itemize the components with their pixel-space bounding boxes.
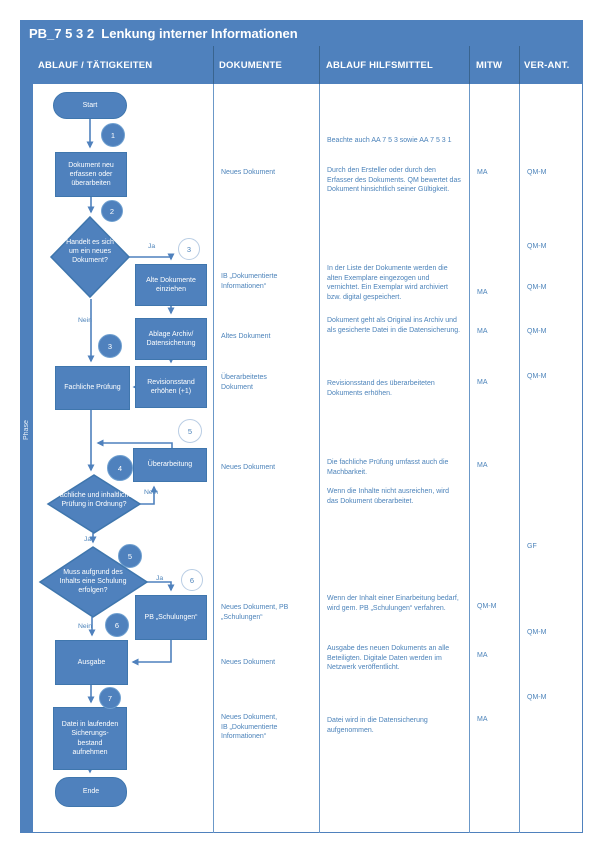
column-header-hilfsmittel: ABLAUF HILFSMITTEL (326, 60, 434, 71)
column-header-dokumente: DOKUMENTE (219, 60, 283, 71)
flow-node-ueberarbeitung (133, 448, 207, 482)
mitw-item: MA (477, 652, 488, 659)
flow-node-label: Datei in laufenden Sicherungs- bestand aufnehmen (61, 721, 119, 756)
flow-node-label: Ausgabe (77, 658, 106, 666)
hilfsmittel-item: Beachte auch AA 7 5 3 sowie AA 7 5 3 1 (327, 137, 452, 144)
flow-node-datei-sicherung (53, 707, 127, 770)
flow-node-ende: Ende (55, 777, 127, 807)
dokumente-item: Neues Dokument (221, 464, 276, 471)
dokumente-item: Neues Dokument (221, 169, 276, 176)
mitw-item: MA (477, 379, 488, 386)
flow-node-fachliche-pruefung (55, 366, 130, 410)
flow-node-label: PB „Schulungen“ (144, 613, 198, 621)
flow-node-label: Revisionsstand erhöhen (+1) (147, 378, 195, 395)
edge-label-ja-1: Ja (148, 243, 156, 250)
edge-label-nein-1: Nein (78, 317, 92, 324)
column-header-mitw: MITW (476, 60, 503, 71)
hilfsmittel-item: In der Liste der Dokumente werden die alten Exemplare eingezogen und vernichtet. Ein Exemplar wird archiviert bzw. digital gespeichert. (327, 265, 448, 301)
step-circle-3-outlined: 3 (178, 238, 200, 260)
hilfsmittel-item: Dokument geht als Original ins Archiv und als gesicherte Datei in die Datensicherung. (327, 317, 461, 334)
edge-label-ja-2: Ja (84, 536, 92, 543)
step-circle-6: 6 (105, 613, 129, 637)
decision-label-neues-dokument: Handelt es sich um ein neues Dokument? (66, 239, 114, 264)
step-circle-3: 3 (98, 334, 122, 358)
dokumente-item: Neues Dokument, PB „Schulungen“ (221, 604, 289, 621)
edge-label-nein-3: Nein (78, 623, 92, 630)
verant-item: GF (527, 543, 537, 550)
dokumente-item: Neues Dokument, IB „Dokumentierte Informationen“ (221, 714, 278, 741)
column-header-ablauf: ABLAUF / TÄTIGKEITEN (38, 60, 153, 71)
flow-node-label: Ablage Archiv/ Datensicherung (146, 330, 196, 347)
flow-node-start: Start (53, 92, 127, 119)
hilfsmittel-item: Wenn die Inhalte nicht ausreichen, wird das Dokument überarbeitet. (327, 488, 450, 505)
hilfsmittel-item: Durch den Ersteller oder durch den Erfasser des Dokuments. QM bewertet das Dokument hinsichtlich seiner Gültigkeit. (327, 167, 461, 194)
step-circle-5-outlined: 5 (178, 419, 202, 443)
mitw-item: MA (477, 716, 488, 723)
verant-item: QM-M (527, 629, 547, 636)
edge-label-nein-2: Nein (144, 489, 158, 496)
step-circle-5: 5 (118, 544, 142, 568)
mitw-item: MA (477, 289, 488, 296)
hilfsmittel-item: Die fachliche Prüfung umfasst auch die Machbarkeit. (327, 459, 449, 476)
dokumente-item: IB „Dokumentierte Informationen“ (221, 273, 278, 290)
flow-node-dokument-erfassen (55, 152, 127, 197)
step-circle-6-outlined: 6 (181, 569, 203, 591)
flow-node-ablage-archiv (135, 318, 207, 360)
hilfsmittel-item: Wenn der Inhalt einer Einarbeitung bedarf, wird gem. PB „Schulungen“ verfahren. (327, 595, 459, 612)
step-circle-4: 4 (107, 455, 133, 481)
flow-node-label: Überarbeitung (147, 461, 193, 469)
flow-node-label: Dokument neu erfassen oder überarbeiten (68, 161, 114, 188)
edge-d1-ja-to-n2 (129, 257, 171, 259)
hilfsmittel-item: Ausgabe des neuen Dokuments an alle Beteiligten. Digitale Daten werden im Netzwerk veröffentlicht. (327, 645, 450, 672)
mitw-item: MA (477, 328, 488, 335)
verant-item: QM-M (527, 284, 547, 291)
dokumente-item: Altes Dokument (221, 333, 271, 340)
edge-d3-ja-to-n7 (147, 582, 171, 590)
mitw-item: MA (477, 169, 488, 176)
flow-node-pb-schulungen (135, 595, 207, 640)
phase-label: Phase (23, 420, 30, 440)
verant-item: QM-M (527, 328, 547, 335)
step-circle-7: 7 (99, 687, 121, 709)
step-circle-1: 1 (101, 123, 125, 147)
mitw-item: QM-M (477, 603, 497, 610)
hilfsmittel-item: Revisionsstand des überarbeiteten Dokuments erhöhen. (327, 380, 435, 397)
flow-node-label: Alte Dokumente einziehen (146, 276, 196, 293)
hilfsmittel-item: Datei wird in die Datensicherung aufgenommen. (327, 717, 428, 734)
verant-item: QM-M (527, 169, 547, 176)
decision-label-schulung-erfolgen: Muss aufgrund des Inhalts eine Schulung erfolgen? (59, 569, 127, 594)
edge-n7-to-n8 (133, 640, 171, 662)
dokumente-item: Neues Dokument (221, 659, 276, 666)
dokumente-item: Überarbeitetes Dokument (221, 374, 267, 391)
flow-node-ausgabe (55, 640, 128, 685)
flow-node-label: Fachliche Prüfung (64, 384, 121, 392)
column-header-verant: VER-ANT. (524, 60, 570, 71)
flow-node-revisionsstand (135, 366, 207, 408)
step-circle-2: 2 (101, 200, 123, 222)
verant-item: QM-M (527, 243, 547, 250)
verant-item: QM-M (527, 373, 547, 380)
verant-item: QM-M (527, 694, 547, 701)
page-title: PB_7 5 3 2 Lenkung interner Informationen (20, 20, 583, 46)
flow-node-alte-dokumente (135, 264, 207, 306)
decision-label-pruefung-in-ordnung: Fachliche und inhaltliche Prüfung in Ordnung? (55, 492, 133, 508)
mitw-item: MA (477, 462, 488, 469)
edge-label-ja-3: Ja (156, 575, 164, 582)
